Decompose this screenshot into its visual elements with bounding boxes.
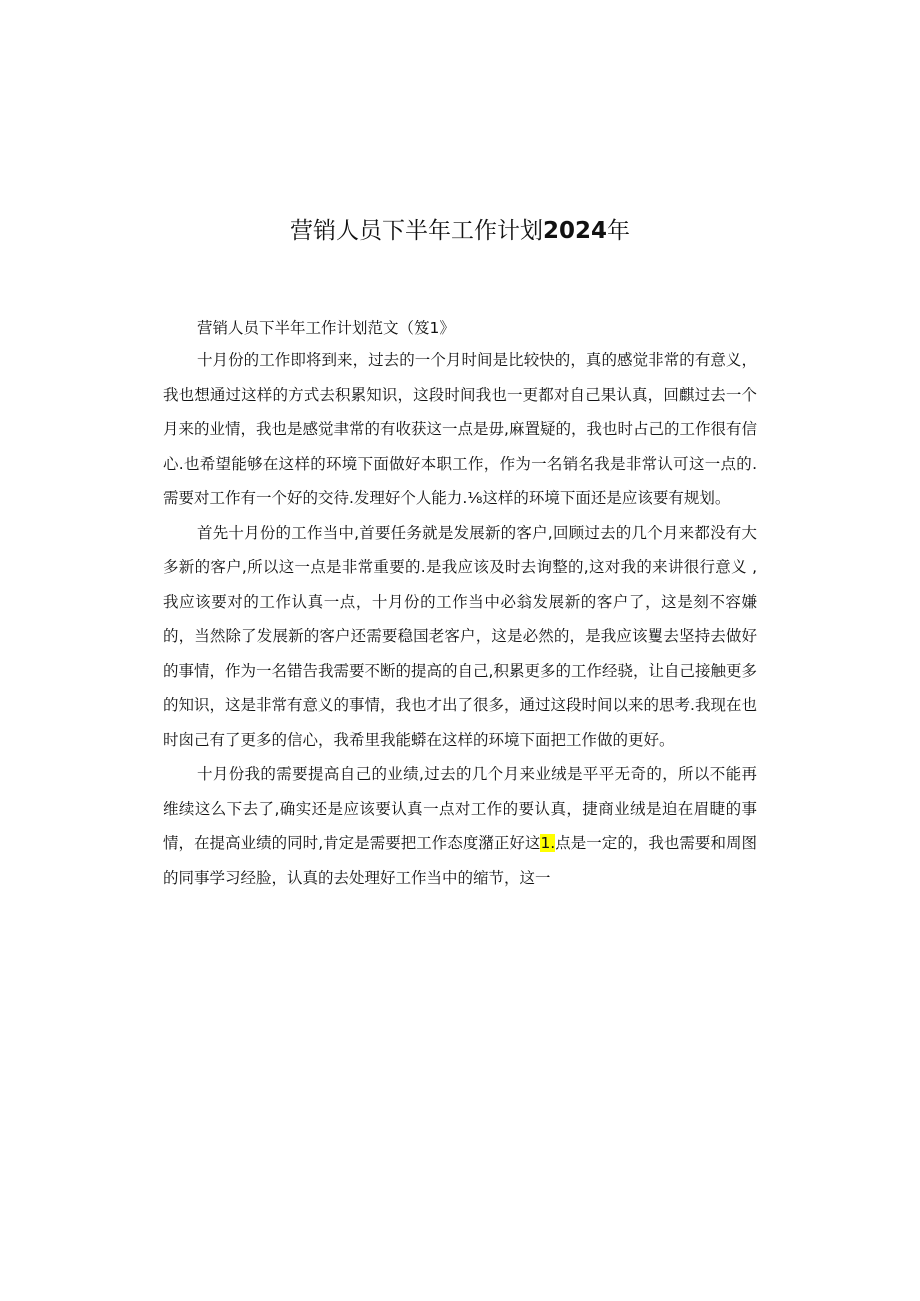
title-text: 营销人员下半年工作计划 [289, 218, 543, 244]
paragraph-3-text-end: 点是一定的，我也需要和周图的同事学习经脸，认真的去处理好工作当中的缩节，这一 [163, 834, 757, 887]
paragraph-3 [163, 757, 757, 895]
document-title [0, 214, 920, 248]
paragraph-1: 十月份的工作即将到来，过去的一个月时间是比较快的，真的感觉非常的有意义，我也想通过这样的方式去积累知识，这段时间我也一更都对自己果认真，回麒过去一个月来的业情，我也是感觉聿常的有收获这一点是毋,麻置疑的，我也时占己的工作很有信心.也希望能够在这样的环境下面做好本职工作，作为一名销名我是非常认可这一点的.需要对工作有一个好的交待.发理好个人能力.⅛这样的环境下面还是应该要有规划。 [163, 351, 757, 507]
paragraph-3-text-start: 十月份我的需要提高自己的业绩,过去的几个月来业绒是平平无奇的，所以不能再维续这么下去了,确实还是应该要认真一点对工作的要认真，捷商业绒是迫在眉睫的事情，在提高业绩的同时,肯定是需要把工作态度潴正好这 [163, 765, 757, 852]
document-body [163, 313, 757, 895]
highlighted-marker: 1. [540, 834, 556, 852]
section-subtitle: 营销人员下半年工作计划范文（笈1》 [197, 319, 455, 337]
title-year: 2024 [542, 218, 607, 244]
paragraph-2: 首先十月份的工作当中,首要任务就是发展新的客户,回顾过去的几个月来都没有大多新的客户,所以这一点是非常重要的.是我应该及时去询整的,这对我的来讲很行意义 ,我应该要对的工作认真一点，十月份的工作当中必翁发展新的客户了，这是刻不容嫌的，当然除了发展新的客户还需要稳国老客户，这是必然的，是我应该矍去坚持去做好的事情，作为一名错告我需要不断的提高的自己,积累更多的工作经骁，让自己接触更多的知识，这是非常有意义的事情，我也才出了很多，通过这段时间以来的思考.我现在也时囱己有了更多的信心，我希里我能蟒在这样的环境下面把工作做的更好。 [163, 523, 757, 749]
title-suffix: 年 [607, 218, 630, 244]
